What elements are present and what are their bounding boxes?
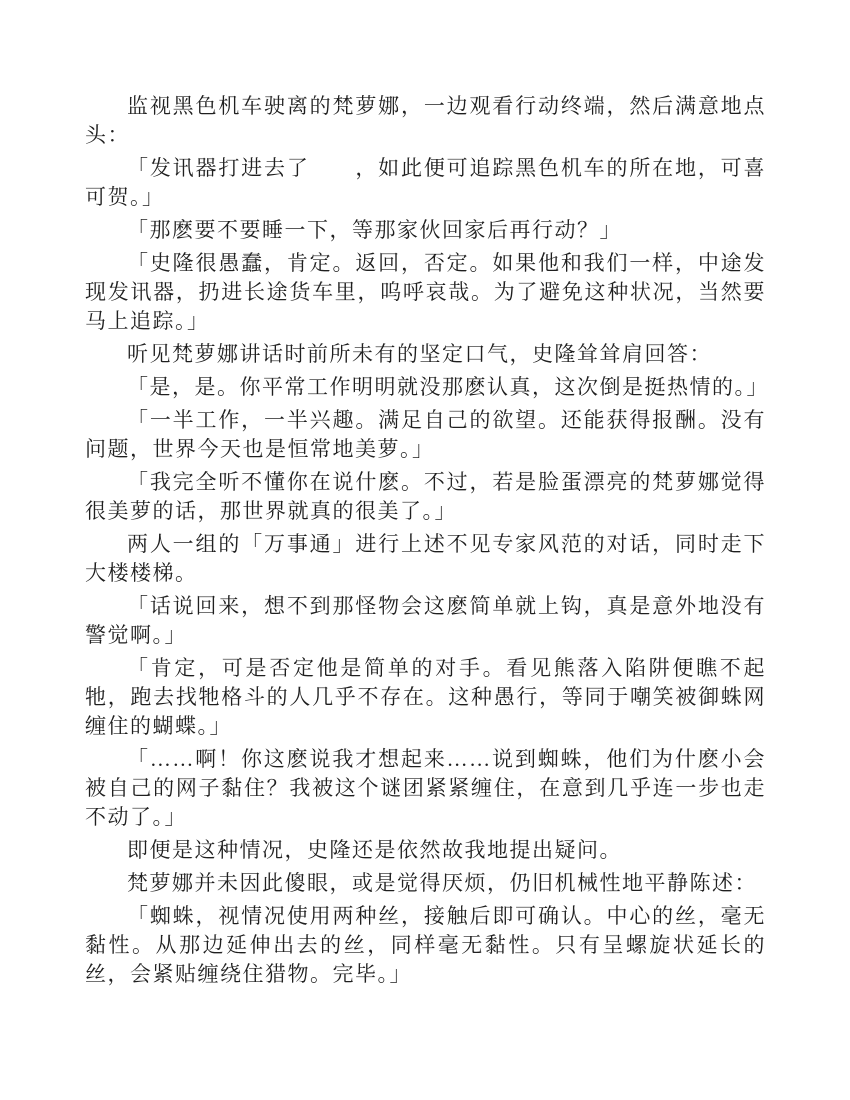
paragraph-narration-5: 梵萝娜并未因此傻眼，或是觉得厌烦，仍旧机械性地平静陈述： <box>127 871 757 895</box>
paragraph-dialogue-5: 「一半工作，一半兴趣。满足自己的欲望。还能获得报酬。没有问题，世界今天也是恒常地美萝。」 <box>85 408 766 461</box>
paragraph-narration-1: 监视黑色机车驶离的梵萝娜，一边观看行动终端，然后满意地点头： <box>85 94 766 147</box>
paragraph-dialogue-3: 「史隆很愚蠢，肯定。返回，否定。如果他和我们一样，中途发现发讯器，扔进长途货车里，呜呼哀哉。为了避免这种状况，当然要马上追踪。」 <box>85 251 766 333</box>
paragraph-dialogue-2: 「那麽要不要睡一下，等那家伙回家后再行动？」 <box>127 218 622 242</box>
paragraph-dialogue-10: 「蜘蛛，视情况使用两种丝，接触后即可确认。中心的丝，毫无黏性。从那边延伸出去的丝，同样毫无黏性。只有呈螺旋状延长的丝，会紧贴缠绕住猎物。完毕。」 <box>85 904 766 986</box>
paragraph-dialogue-9: 「……啊！你这麽说我才想起来……说到蜘蛛，他们为什麽小会被自己的网子黏住？我被这个谜团紧紧缠住，在意到几乎连一步也走不动了。」 <box>85 747 766 829</box>
paragraph-dialogue-4: 「是，是。你平常工作明明就没那麽认真，这次倒是挺热情的。」 <box>127 375 769 399</box>
paragraph-narration-4: 即便是这种情况，史隆还是依然故我地提出疑问。 <box>127 838 622 862</box>
paragraph-narration-2: 听见梵萝娜讲话时前所未有的坚定口气，史隆耸耸肩回答： <box>127 342 712 366</box>
paragraph-dialogue-6: 「我完全听不懂你在说什麽。不过，若是脸蛋漂亮的梵萝娜觉得很美萝的话，那世界就真的很美了。」 <box>85 470 766 523</box>
paragraph-dialogue-1: 「发讯器打进去了 ，如此便可追踪黑色机车的所在地，可喜可贺。」 <box>85 156 766 209</box>
paragraph-dialogue-8: 「肯定，可是否定他是简单的对手。看见熊落入陷阱便瞧不起牠，跑去找牠格斗的人几乎不存在。这种愚行，等同于嘲笑被御蛛网缠住的蝴蝶。」 <box>85 656 766 738</box>
paragraph-dialogue-7: 「话说回来，想不到那怪物会这麽简单就上钩，真是意外地没有警觉啊。」 <box>85 594 766 647</box>
paragraph-narration-3: 两人一组的「万事通」进行上述不见专家风范的对话，同时走下大楼楼梯。 <box>85 532 766 585</box>
